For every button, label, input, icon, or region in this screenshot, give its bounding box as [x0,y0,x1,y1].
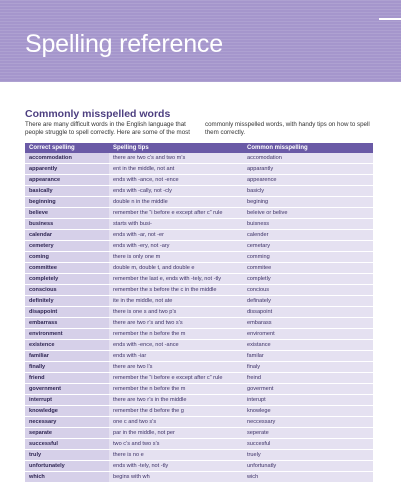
misspelling-cell: interupt [243,395,373,406]
spelling-tip-cell: there is one s and two p’s [109,307,243,318]
correct-spelling-cell: coming [25,252,109,263]
misspelling-cell: enviroment [243,329,373,340]
table-row [25,362,373,373]
page-title: Spelling reference [25,30,223,58]
spelling-tip-cell: there are two l’s [109,362,243,373]
misspelling-cell: existance [243,340,373,351]
table-row [25,450,373,461]
table-row [25,197,373,208]
misspelling-cell: goverment [243,384,373,395]
correct-spelling-cell: calendar [25,230,109,241]
table-row [25,461,373,472]
correct-spelling-cell: committee [25,263,109,274]
spelling-tip-cell: remember the d before the g [109,406,243,417]
correct-spelling-cell: apparently [25,164,109,175]
misspelling-cell: knowlege [243,406,373,417]
spelling-tip-cell: there are two r’s and two s’s [109,318,243,329]
misspelling-cell: succesful [243,439,373,450]
correct-spelling-cell: cemetery [25,241,109,252]
table-row [25,329,373,340]
column-header-correct-spelling: Correct spelling [25,143,109,153]
spelling-tip-cell: remember the “i before e except after c” rule [109,373,243,384]
spelling-tip-cell: there are two r’s in the middle [109,395,243,406]
table-row [25,274,373,285]
table-row [25,417,373,428]
correct-spelling-cell: unfortunately [25,461,109,472]
spelling-tip-cell: begins with wh [109,472,243,483]
correct-spelling-cell: business [25,219,109,230]
misspelling-cell: basicly [243,186,373,197]
table-row [25,285,373,296]
misspelling-cell: comming [243,252,373,263]
spelling-tip-cell: double m, double t, and double e [109,263,243,274]
misspelling-cell: commitee [243,263,373,274]
misspelling-cell: calender [243,230,373,241]
correct-spelling-cell: appearance [25,175,109,186]
correct-spelling-cell: definitely [25,296,109,307]
misspelling-cell: familar [243,351,373,362]
misspelling-cell: definately [243,296,373,307]
correct-spelling-cell: separate [25,428,109,439]
spelling-tip-cell: ends with -tely, not -tly [109,461,243,472]
correct-spelling-cell: accommodation [25,153,109,164]
misspelling-cell: apparantly [243,164,373,175]
spelling-tip-cell: remember the “i before e except after c” rule [109,208,243,219]
table-row [25,472,373,483]
misspelling-cell: appearence [243,175,373,186]
table-row [25,263,373,274]
spelling-tip-cell: there is no e [109,450,243,461]
misspelling-cell: begining [243,197,373,208]
spelling-tip-cell: remember the n before the m [109,329,243,340]
correct-spelling-cell: knowledge [25,406,109,417]
correct-spelling-cell: truly [25,450,109,461]
spelling-tip-cell: ite in the middle, not ate [109,296,243,307]
misspelling-cell: cemetary [243,241,373,252]
correct-spelling-cell: familiar [25,351,109,362]
correct-spelling-cell: friend [25,373,109,384]
table-row [25,186,373,197]
misspelling-cell: unfortunatly [243,461,373,472]
spelling-tip-cell: there are two c’s and two m’s [109,153,243,164]
correct-spelling-cell: embarrass [25,318,109,329]
misspelling-cell: seperate [243,428,373,439]
correct-spelling-cell: believe [25,208,109,219]
spelling-tip-cell: ent in the middle, not ant [109,164,243,175]
table-row [25,340,373,351]
spelling-tip-cell: ends with -iar [109,351,243,362]
spelling-tip-cell: double n in the middle [109,197,243,208]
table-header-row [25,143,373,153]
table-row [25,428,373,439]
misspelling-cell: completly [243,274,373,285]
column-header-spelling-tips: Spelling tips [109,143,243,153]
spelling-tip-cell: ends with -ance, not -ence [109,175,243,186]
correct-spelling-cell: completely [25,274,109,285]
table-row [25,307,373,318]
table-row [25,373,373,384]
misspelling-cell: beleive or belive [243,208,373,219]
table-row [25,252,373,263]
table-row [25,296,373,307]
spelling-tip-cell: two c’s and two s’s [109,439,243,450]
correct-spelling-cell: basically [25,186,109,197]
table-row [25,208,373,219]
table-row [25,175,373,186]
spelling-tip-cell: ends with -cally, not -cly [109,186,243,197]
correct-spelling-cell: finally [25,362,109,373]
intro-text-left: There are many difficult words in the English language that people struggle to spell correctly. Here are some of the most [25,121,190,137]
spelling-tip-cell: one c and two s’s [109,417,243,428]
misspelling-cell: wich [243,472,373,483]
misspelling-cell: embarass [243,318,373,329]
table-row [25,351,373,362]
spelling-tip-cell: ends with -ence, not -ance [109,340,243,351]
table-row [25,406,373,417]
correct-spelling-cell: government [25,384,109,395]
misspelling-cell: concious [243,285,373,296]
table-row [25,384,373,395]
table-row [25,153,373,164]
misspelling-cell: finaly [243,362,373,373]
correct-spelling-cell: existence [25,340,109,351]
title-banner [0,0,401,82]
spelling-tip-cell: ends with -ery, not -ary [109,241,243,252]
spelling-tip-cell: ends with -ar, not -er [109,230,243,241]
misspelling-cell: truely [243,450,373,461]
misspelling-cell: accomodation [243,153,373,164]
spelling-tip-cell: there is only one m [109,252,243,263]
spelling-tip-cell: remember the s before the c in the middle [109,285,243,296]
correct-spelling-cell: which [25,472,109,483]
table-row [25,164,373,175]
correct-spelling-cell: environment [25,329,109,340]
table-row [25,439,373,450]
spelling-tip-cell: remember the n before the m [109,384,243,395]
misspelling-cell: neccessary [243,417,373,428]
table-row [25,241,373,252]
correct-spelling-cell: beginning [25,197,109,208]
table-row [25,230,373,241]
intro-text-right: commonly misspelled words, with handy tips on how to spell them correctly. [205,121,370,137]
table-row [25,318,373,329]
section-heading: Commonly misspelled words [25,108,171,120]
table-row [25,395,373,406]
banner-accent-line [379,18,401,20]
spelling-tip-cell: par in the middle, not per [109,428,243,439]
column-header-common-misspelling: Common misspelling [243,143,373,153]
correct-spelling-cell: necessary [25,417,109,428]
table-body [25,153,373,483]
spelling-tip-cell: remember the last e, ends with -tely, not -tly [109,274,243,285]
correct-spelling-cell: conscious [25,285,109,296]
misspelling-cell: freind [243,373,373,384]
table-row [25,219,373,230]
misspelling-cell: buisness [243,219,373,230]
correct-spelling-cell: successful [25,439,109,450]
spelling-tip-cell: starts with busi- [109,219,243,230]
correct-spelling-cell: interrupt [25,395,109,406]
misspelling-cell: dissapoint [243,307,373,318]
correct-spelling-cell: disappoint [25,307,109,318]
spelling-table [25,143,373,483]
